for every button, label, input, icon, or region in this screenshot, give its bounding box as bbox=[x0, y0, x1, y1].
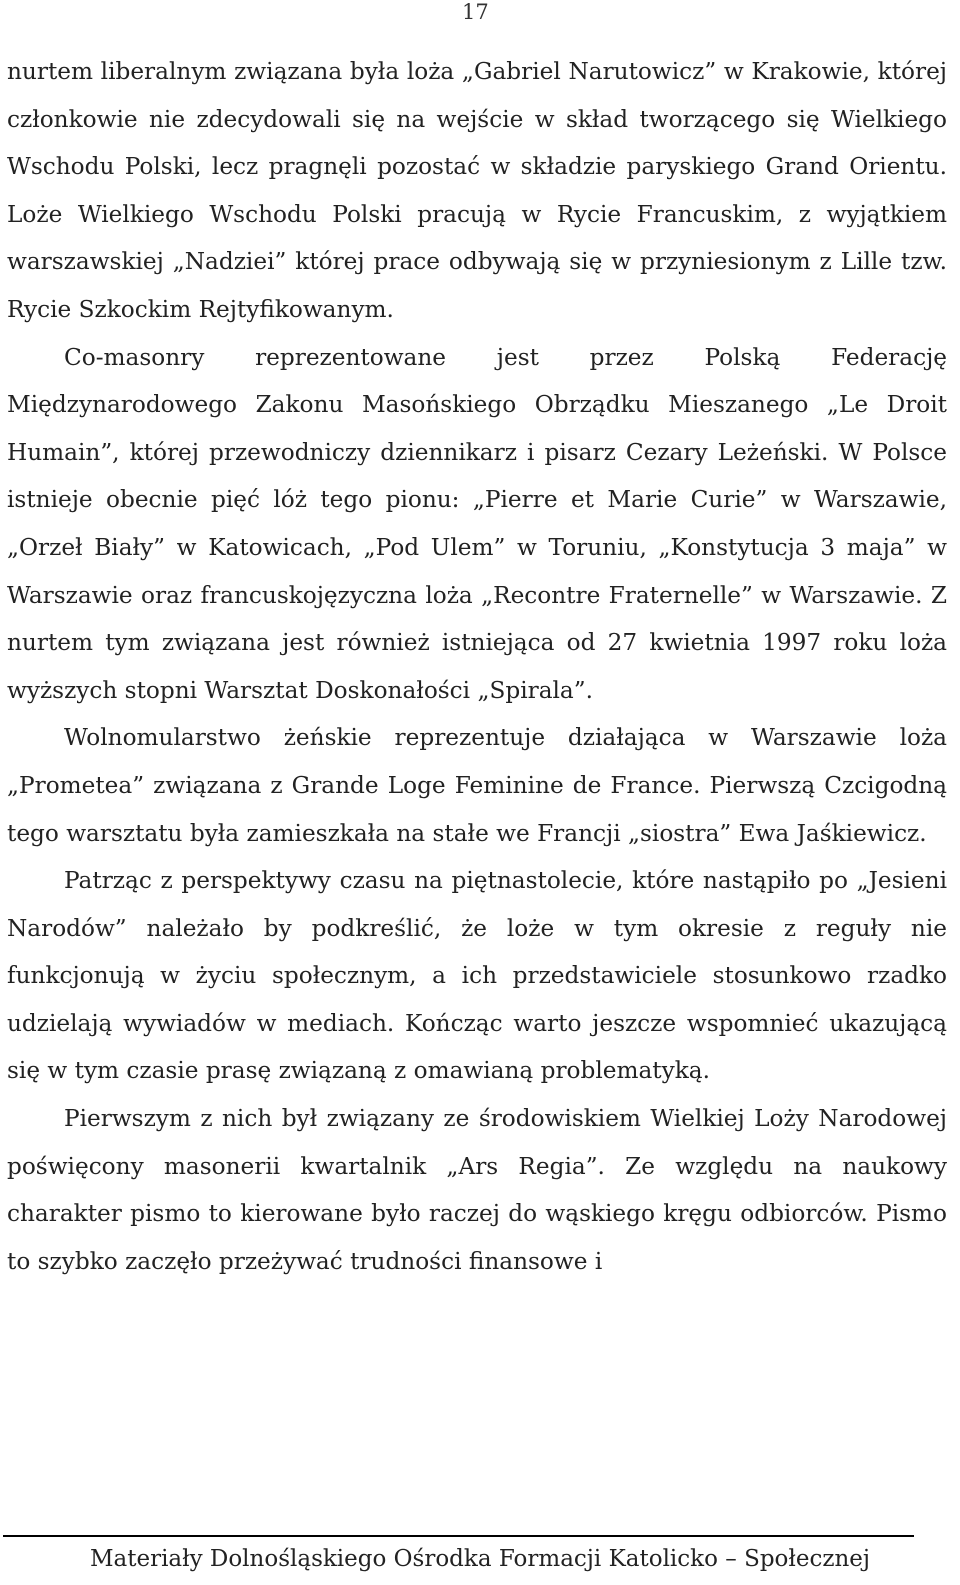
paragraph-5: Pierwszym z nich był związany ze środowiskiem Wielkiej Loży Narodowej poświęcony masonerii kwartalnik „Ars Regia”. Ze względu na naukowy charakter pismo to kierowane było raczej do wąskiego kręgu odbiorców. Pismo to szybko zaczęło przeżywać trudności finansowe i bbox=[7, 1105, 947, 1275]
paragraph-4: Patrząc z perspektywy czasu na piętnastolecie, które nastąpiło po „Jesieni Narodów” należało by podkreślić, że loże w tym okresie z reguły nie funkcjonują w życiu społecznym, a ich przedstawiciele stosunkowo rzadko udzielają wywiadów w mediach. Kończąc warto jeszcze wspomnieć ukazującą się w tym czasie prasę związaną z omawianą problematyką. bbox=[7, 867, 947, 1085]
paragraph-1: nurtem liberalnym związana była loża „Gabriel Narutowicz” w Krakowie, której członkowie nie zdecydowali się na wejście w skład tworzącego się Wielkiego Wschodu Polski, lecz pragnęli pozostać w składzie paryskiego Grand Orientu. Loże Wielkiego Wschodu Polski pracują w Rycie Francuskim, z wyjątkiem warszawskiej „Nadziei” której prace odbywają się w przyniesionym z Lille tzw. Rycie Szkockim Rejtyfikowanym. bbox=[7, 58, 947, 323]
main-text bbox=[7, 48, 947, 1285]
footer-divider bbox=[3, 1535, 914, 1537]
footer-text: Materiały Dolnośląskiego Ośrodka Formacji Katolicko – Społecznej bbox=[89, 1546, 871, 1572]
paragraph-3: Wolnomularstwo żeńskie reprezentuje działająca w Warszawie loża „Prometea” związana z Grande Loge Feminine de France. Pierwszą Czcigodną tego warsztatu była zamieszkała na stałe we Francji „siostra” Ewa Jaśkiewicz. bbox=[7, 724, 947, 847]
page-number: 17 bbox=[462, 0, 489, 24]
paragraph-2: Co-masonry reprezentowane jest przez Polską Federację Międzynarodowego Zakonu Masońskiego Obrządku Mieszanego „Le Droit Humain”, której przewodniczy dziennikarz i pisarz Cezary Leżeński. W Polsce istnieje obecnie pięć lóż tego pionu: „Pierre et Marie Curie” w Warszawie, „Orzeł Biały” w Katowicach, „Pod Ulem” w Toruniu, „Konstytucja 3 maja” w Warszawie oraz francuskojęzyczna loża „Recontre Fraternelle” w Warszawie. Z nurtem tym związana jest również istniejąca od 27 kwietnia 1997 roku loża wyższych stopni Warsztat Doskonałości „Spirala”. bbox=[7, 343, 947, 704]
